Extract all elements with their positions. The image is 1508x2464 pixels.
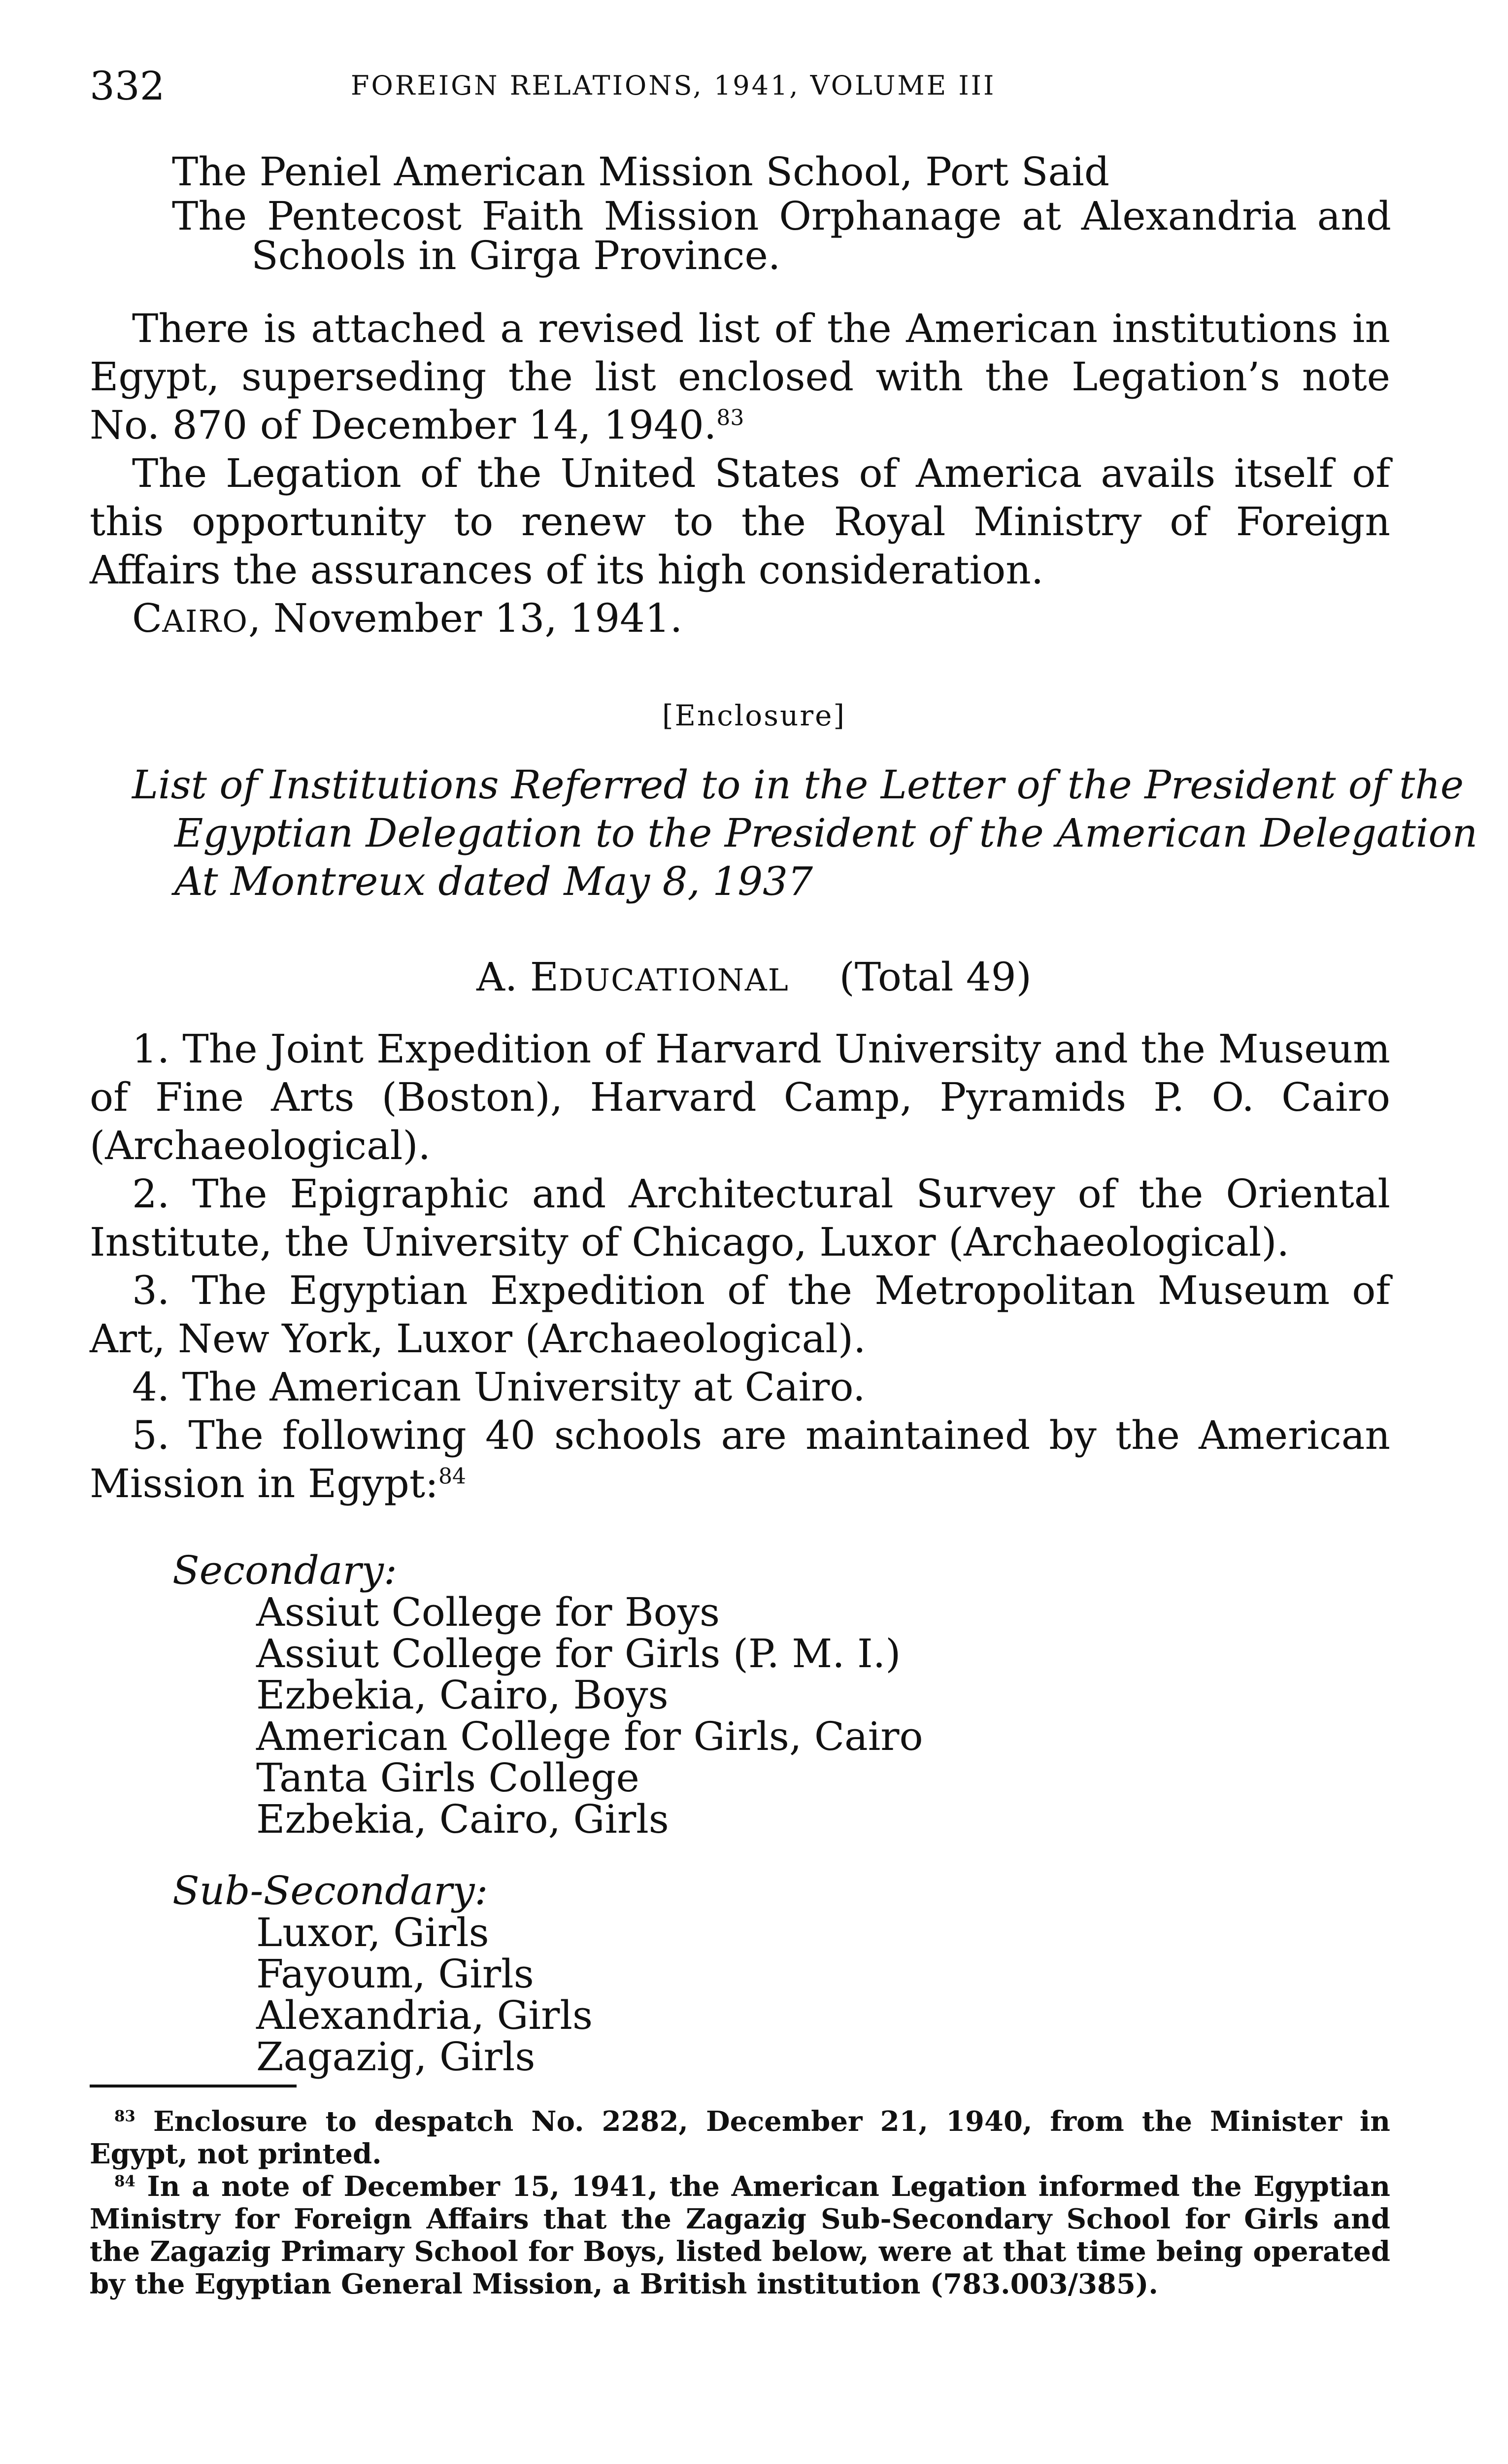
page-number: 332 [90,63,165,109]
institution-line: The Peniel American Mission School, Port Said [172,149,1110,195]
numbered-items [90,1025,1390,1508]
paragraph-revised-list [90,305,1390,449]
list-title-line: At Montreux dated May 8, 1937 [174,858,813,904]
footnote-number: 83 [114,2107,135,2125]
list-item [90,1411,1390,1508]
section-rest: DUCATIONAL [559,962,789,998]
section-letter: A. [476,954,530,1000]
school-item: Ezbekia, Cairo, Girls [256,1796,669,1842]
category-sub-secondary: Sub-Secondary: [172,1868,488,1914]
footnote-84 [90,2170,1390,2300]
section-heading-educational [0,953,1508,1004]
enclosure-label: [Enclosure] [662,699,846,732]
secondary-school-list [256,1589,923,1842]
running-head [90,63,1390,112]
category-secondary: Secondary: [172,1547,397,1593]
list-title [132,761,1478,906]
footnote-ref-83: 83 [716,405,744,431]
footnote-ref-84: 84 [438,1464,466,1489]
date-text: , November 13, 1941. [248,595,683,641]
list-item-text: 5. The following 40 schools are maintained by the American Mission in Egypt: [90,1412,1390,1506]
section-total: (Total 49) [839,954,1032,1000]
school-item: Tanta Girls College [256,1755,639,1801]
footnotes [90,2105,1390,2300]
list-item: 4. The American University at Cairo. [132,1364,866,1410]
paragraph-text: There is attached a revised list of the American institutions in Egypt, superseding the list enclosed with the Legation’s note No. 870 of December 14, 1940. [90,306,1390,448]
footnote-number: 84 [114,2172,135,2190]
list-title-line: List of Institutions Referred to in the Letter of the President of the [132,762,1464,808]
footnote-text: Enclosure to despatch No. 2282, December 21, 1940, from the Minister in Egypt, not printed. [90,2105,1391,2170]
place-rest: AIRO [162,603,248,639]
place-date [90,594,1390,646]
institution-line-continuation: Schools in Girga Province. [251,233,781,278]
paragraph-text: The Legation of the United States of America avails itself of this opportunity to renew to the Royal Ministry of Foreign Affairs the assurances of its high consideration. [90,450,1390,593]
school-item: Zagazig, Girls [256,2034,536,2080]
school-item: Assiut College for Boys [256,1589,720,1635]
school-item: Ezbekia, Cairo, Boys [256,1672,669,1718]
list-title-line: Egyptian Delegation to the President of the American Delegation [174,810,1478,856]
footnote-text: In a note of December 15, 1941, the American Legation informed the Egyptian Ministry for Foreign Affairs that the Zagazig Sub-Secondary School for Girls and the Zagazig Primary School for Boys, listed below, were at that time being operated by the Egyptian General Mission, a British institution (783.003/385). [90,2170,1391,2300]
sub-secondary-school-list [256,1912,593,2078]
footnote-divider [90,2085,297,2088]
list-item: 1. The Joint Expedition of Harvard University and the Museum of Fine Arts (Boston), Harvard Camp, Pyramids P. O. Cairo (Archaeological). [90,1026,1390,1168]
institution-line: The Pentecost Faith Mission Orphanage at Alexandria and [172,193,1391,239]
school-item: American College for Girls, Cairo [256,1713,923,1759]
school-item: Assiut College for Girls (P. M. I.) [256,1631,901,1677]
list-item: 2. The Epigraphic and Architectural Survey of the Oriental Institute, the University of Chicago, Luxor (Archaeological). [90,1171,1390,1265]
school-item: Luxor, Girls [256,1910,489,1955]
school-item: Alexandria, Girls [256,1992,593,2038]
school-item: Fayoum, Girls [256,1951,534,1997]
place-initial: C [132,595,163,641]
paragraph-consideration [90,449,1390,594]
section-initial: E [530,954,559,1000]
running-title: FOREIGN RELATIONS, 1941, VOLUME III [351,70,996,101]
footnote-83 [90,2105,1390,2170]
list-item: 3. The Egyptian Expedition of the Metropolitan Museum of Art, New York, Luxor (Archaeological). [90,1267,1390,1362]
